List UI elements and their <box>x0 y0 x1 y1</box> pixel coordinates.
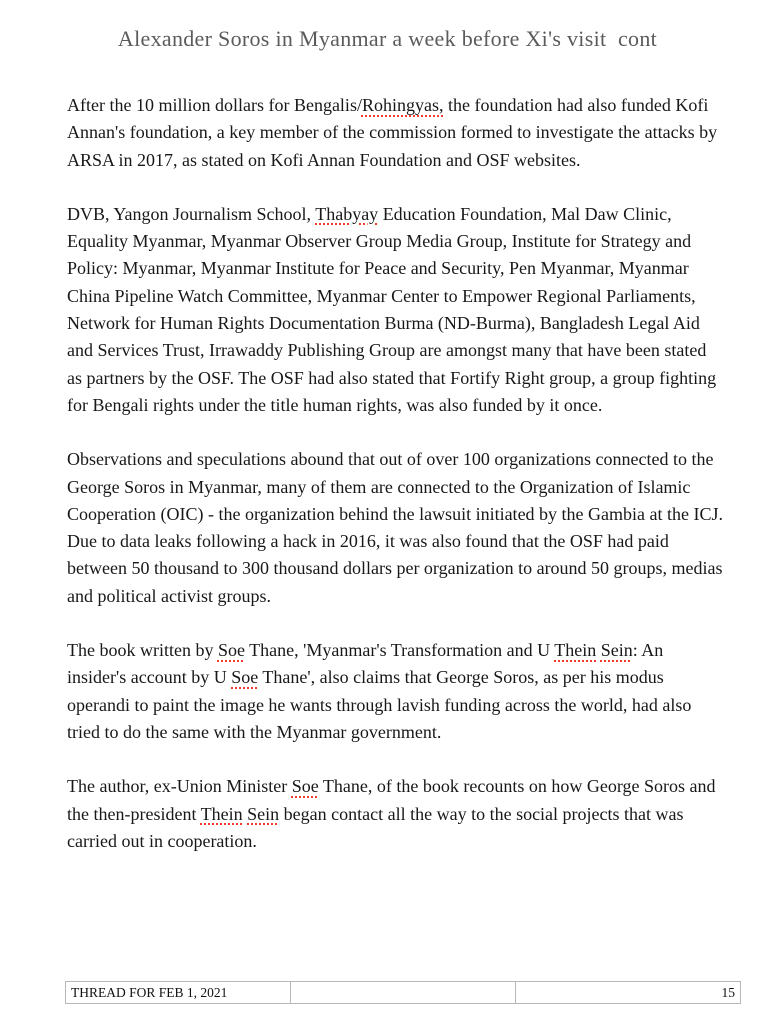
paragraph <box>67 201 725 419</box>
footer-thread-label: THREAD FOR FEB 1, 2021 <box>66 982 291 1004</box>
misspelled-word: Thabyay <box>315 203 379 224</box>
text-run: began contact all the way to the social projects that was carried out in cooperation. <box>67 803 684 851</box>
misspelled-word: Soe <box>231 667 259 688</box>
misspelled-word: Soe <box>217 640 245 661</box>
text-run: The book written by <box>67 640 218 661</box>
text-run: DVB, Yangon Journalism School, <box>67 203 316 224</box>
misspelled-word: Thein <box>200 803 243 824</box>
text-run: : An insider's account by U <box>67 640 664 688</box>
text-run: Thane, of the book recounts on how George Soros and the then-president <box>67 776 716 824</box>
footer-row <box>66 982 741 1004</box>
text-run: After the 10 million dollars for Bengalis/ <box>67 95 362 115</box>
footer-middle-cell <box>291 982 516 1004</box>
misspelled-word: Thein <box>554 640 597 661</box>
paragraph <box>67 637 725 746</box>
text-run: Education Foundation, Mal Daw Clinic, Equality Myanmar, Myanmar Observer Group Media Group, Institute for Strategy and Policy: Myanmar, Myanmar Institute for Peace and Security, Pen Myanmar, Myanmar China Pipeline Watch Committee, Myanmar Center to Empower Regional Parliaments, Network for Human Rights Documentation Burma (ND-Burma), Bangladesh Legal Aid and Services Trust, Irrawaddy Publishing Group are amongst many that have been stated as partners by the OSF. The OSF had also stated that Fortify Right group, a group fighting for Bengali rights under the title human rights, was also funded by it once. <box>67 203 717 415</box>
paragraph <box>67 773 725 855</box>
text-run: Thane, 'Myanmar's Transformation and U <box>244 640 555 661</box>
paragraph <box>67 92 725 174</box>
text-run: Observations and speculations abound that out of over 100 organizations connected to the George Soros in Myanmar, many of them are connected to the Organization of Islamic Cooperation (OIC) - the organization behind the lawsuit initiated by the Gambia at the ICJ. Due to data leaks following a hack in 2016, it was also found that the OSF had paid between 50 thousand to 300 thousand dollars per organization to around 50 groups, medias and political activist groups. <box>67 449 724 606</box>
misspelled-word: Soe <box>291 776 319 797</box>
text-run: Thane', also claims that George Soros, as per his modus operandi to paint the image he wants through lavish funding across the world, had also tried to do the same with the Myanmar government. <box>67 667 692 742</box>
text-run: the foundation had also funded Kofi Annan's foundation, a key member of the commission formed to investigate the attacks by ARSA in 2017, as stated on Kofi Annan Foundation and OSF websites. <box>67 95 718 170</box>
footer-table <box>65 981 741 1004</box>
document-body <box>67 92 725 882</box>
misspelled-word: Sein <box>600 640 633 661</box>
misspelled-word: Sein <box>247 803 280 824</box>
page-title: Alexander Soros in Myanmar a week before Xi's visit cont <box>117 26 658 51</box>
misspelled-word: Rohingyas, <box>361 95 444 115</box>
text-run: The author, ex-Union Minister <box>67 776 292 797</box>
footer-page-number: 15 <box>516 982 741 1004</box>
paragraph <box>67 446 725 610</box>
